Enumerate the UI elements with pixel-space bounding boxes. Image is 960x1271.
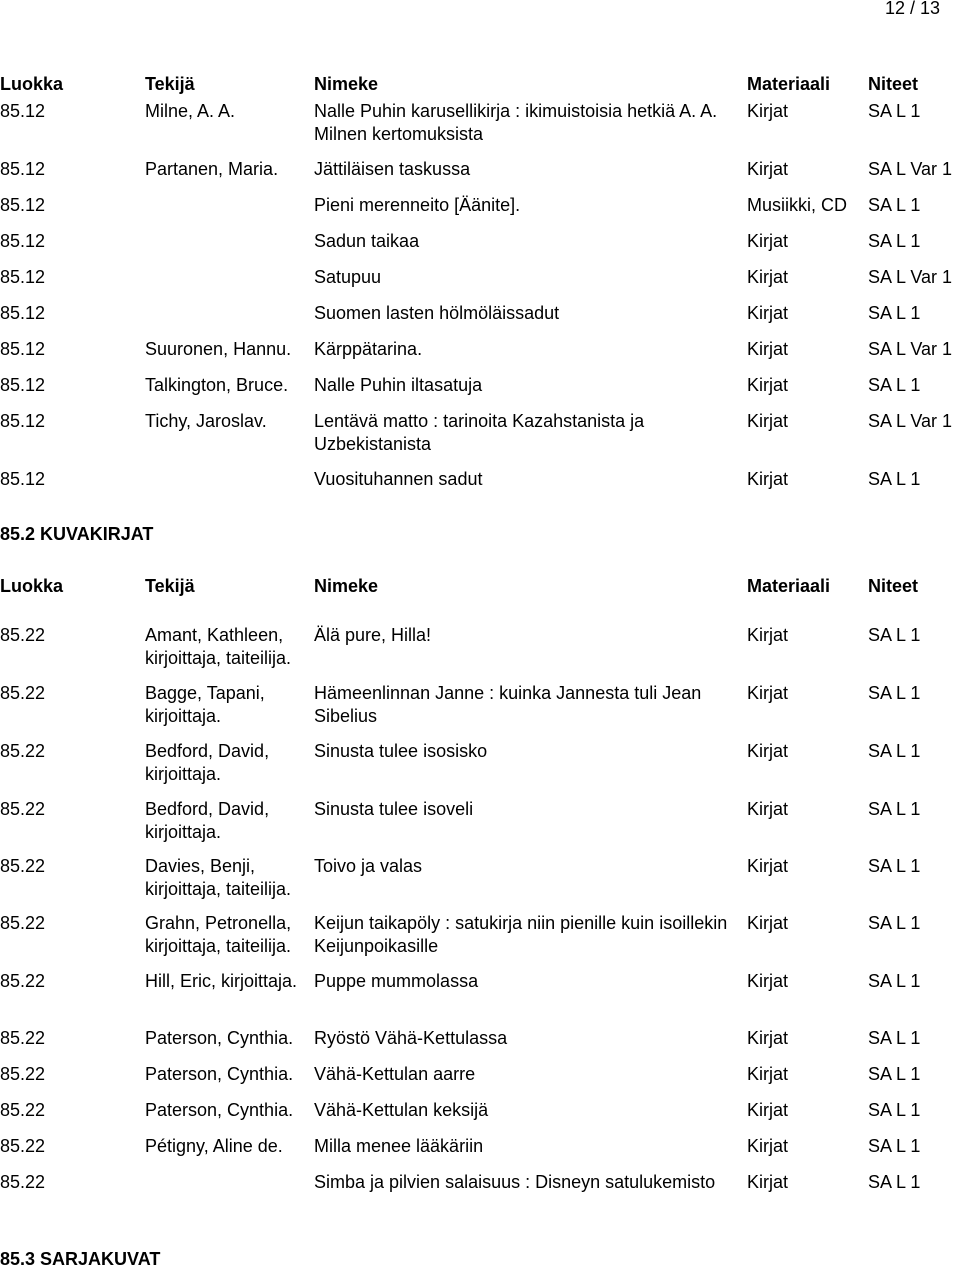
cell-luokka: 85.22 (0, 913, 46, 933)
cell-materiaali: Kirjat (747, 913, 789, 933)
col-niteet: Niteet (868, 576, 919, 596)
cell-tekija: Talkington, Bruce. (145, 375, 289, 395)
table-header (0, 72, 960, 96)
cell-materiaali: Kirjat (747, 625, 789, 645)
col-nimeke: Nimeke (314, 74, 379, 94)
table-row (0, 266, 952, 289)
cell-luokka: 85.12 (0, 375, 46, 395)
cell-nimeke: Vähä-Kettulan keksijä (314, 1100, 489, 1120)
cell-niteet: SA L Var 1 (868, 267, 953, 287)
cell-materiaali: Kirjat (747, 1064, 789, 1084)
cell-niteet: SA L 1 (868, 856, 921, 876)
cell-luokka: 85.22 (0, 856, 46, 876)
cell-materiaali: Kirjat (747, 375, 789, 395)
cell-tekija: Bedford, David, kirjoittaja. (145, 799, 270, 842)
cell-luokka: 85.12 (0, 303, 46, 323)
cell-materiaali: Kirjat (747, 799, 789, 819)
cell-niteet: SA L 1 (868, 1172, 921, 1192)
cell-materiaali: Kirjat (747, 101, 789, 121)
table-row (0, 970, 920, 993)
table-row (0, 302, 920, 325)
cell-materiaali: Kirjat (747, 1172, 789, 1192)
cell-luokka: 85.22 (0, 971, 46, 991)
cell-nimeke: Älä pure, Hilla! (314, 625, 432, 645)
cell-materiaali: Kirjat (747, 856, 789, 876)
cell-nimeke: Nalle Puhin iltasatuja (314, 375, 483, 395)
cell-niteet: SA L 1 (868, 1028, 921, 1048)
cell-luokka: 85.12 (0, 469, 46, 489)
cell-luokka: 85.12 (0, 339, 46, 359)
cell-luokka: 85.12 (0, 267, 46, 287)
cell-tekija: Pétigny, Aline de. (145, 1136, 283, 1156)
cell-materiaali: Kirjat (747, 683, 789, 703)
cell-materiaali: Kirjat (747, 741, 789, 761)
cell-tekija: Suuronen, Hannu. (145, 339, 292, 359)
cell-materiaali: Kirjat (747, 1100, 789, 1120)
cell-luokka: 85.12 (0, 195, 46, 215)
section-title-kuvakirjat: 85.2 KUVAKIRJAT (0, 524, 154, 544)
cell-luokka: 85.22 (0, 741, 46, 761)
cell-niteet: SA L Var 1 (868, 159, 953, 179)
cell-tekija: Paterson, Cynthia. (145, 1028, 294, 1048)
cell-luokka: 85.22 (0, 799, 46, 819)
cell-luokka: 85.22 (0, 625, 46, 645)
table-row (0, 1099, 920, 1122)
cell-nimeke: Toivo ja valas (314, 856, 423, 876)
cell-niteet: SA L 1 (868, 303, 921, 323)
table-row (0, 338, 952, 361)
table-header (0, 574, 960, 598)
cell-materiaali: Kirjat (747, 1136, 789, 1156)
section-title-sarjakuvat: 85.3 SARJAKUVAT (0, 1249, 161, 1269)
cell-nimeke: Milla menee lääkäriin (314, 1136, 484, 1156)
cell-niteet: SA L 1 (868, 683, 921, 703)
cell-materiaali: Kirjat (747, 411, 789, 431)
cell-nimeke: Sadun taikaa (314, 231, 420, 251)
cell-nimeke: Hämeenlinnan Janne : kuinka Jannesta tuli Jean Sibelius (314, 683, 702, 726)
cell-tekija: Grahn, Petronella, kirjoittaja, taiteilija. (145, 913, 292, 956)
cell-tekija (145, 230, 314, 253)
table-row (0, 158, 952, 181)
cell-nimeke: Satupuu (314, 267, 382, 287)
cell-luokka: 85.22 (0, 1100, 46, 1120)
cell-niteet: SA L 1 (868, 195, 921, 215)
cell-tekija: Milne, A. A. (145, 101, 236, 121)
cell-niteet: SA L 1 (868, 469, 921, 489)
col-materiaali: Materiaali (747, 74, 831, 94)
table-row (0, 194, 920, 217)
cell-materiaali: Kirjat (747, 339, 789, 359)
cell-niteet: SA L Var 1 (868, 411, 953, 431)
cell-niteet: SA L Var 1 (868, 339, 953, 359)
cell-tekija: Davies, Benji, kirjoittaja, taiteilija. (145, 856, 292, 899)
cell-luokka: 85.12 (0, 101, 46, 121)
table-row (0, 100, 920, 146)
table-row (0, 410, 952, 456)
table-row (0, 230, 920, 253)
cell-nimeke: Vähä-Kettulan aarre (314, 1064, 476, 1084)
table-row (0, 1171, 920, 1194)
cell-tekija (145, 468, 314, 491)
cell-niteet: SA L 1 (868, 913, 921, 933)
cell-luokka: 85.12 (0, 231, 46, 251)
cell-tekija: Paterson, Cynthia. (145, 1100, 294, 1120)
cell-luokka: 85.22 (0, 1064, 46, 1084)
table-row (0, 468, 920, 491)
cell-tekija: Hill, Eric, kirjoittaja. (145, 971, 298, 991)
cell-luokka: 85.22 (0, 1028, 46, 1048)
cell-nimeke: Ryöstö Vähä-Kettulassa (314, 1028, 508, 1048)
cell-nimeke: Nalle Puhin karusellikirja : ikimuistoisia hetkiä A. A. Milnen kertomuksista (314, 101, 718, 144)
cell-niteet: SA L 1 (868, 625, 921, 645)
table-row (0, 682, 920, 728)
cell-niteet: SA L 1 (868, 1064, 921, 1084)
table-row (0, 1063, 920, 1086)
cell-niteet: SA L 1 (868, 1100, 921, 1120)
cell-tekija: Bagge, Tapani, kirjoittaja. (145, 683, 265, 726)
cell-niteet: SA L 1 (868, 741, 921, 761)
table-row (0, 1135, 920, 1158)
table-row (0, 624, 920, 670)
page-number: 12 / 13 (884, 0, 940, 18)
cell-nimeke: Suomen lasten hölmöläissadut (314, 303, 560, 323)
table-row (0, 855, 920, 901)
cell-tekija: Tichy, Jaroslav. (145, 411, 267, 431)
cell-niteet: SA L 1 (868, 799, 921, 819)
col-niteet: Niteet (868, 74, 919, 94)
cell-nimeke: Pieni merenneito [Äänite]. (314, 195, 521, 215)
cell-nimeke: Puppe mummolassa (314, 971, 479, 991)
cell-nimeke: Vuosituhannen sadut (314, 469, 483, 489)
cell-nimeke: Keijun taikapöly : satukirja niin pienille kuin isoillekin Keijunpoikasille (314, 913, 728, 956)
cell-niteet: SA L 1 (868, 1136, 921, 1156)
table-row (0, 374, 920, 397)
cell-luokka: 85.22 (0, 1136, 46, 1156)
cell-materiaali: Kirjat (747, 231, 789, 251)
cell-luokka: 85.12 (0, 411, 46, 431)
cell-tekija (145, 266, 314, 289)
col-tekija: Tekijä (145, 74, 195, 94)
cell-tekija (145, 1171, 314, 1194)
cell-materiaali: Musiikki, CD (747, 195, 848, 215)
cell-niteet: SA L 1 (868, 101, 921, 121)
cell-nimeke: Simba ja pilvien salaisuus : Disneyn satulukemisto (314, 1172, 716, 1192)
section-85-12 (0, 72, 960, 489)
cell-luokka: 85.22 (0, 1172, 46, 1192)
table-row (0, 798, 920, 844)
table-row (0, 1027, 920, 1050)
cell-nimeke: Jättiläisen taskussa (314, 159, 471, 179)
cell-nimeke: Sinusta tulee isoveli (314, 799, 474, 819)
cell-materiaali: Kirjat (747, 469, 789, 489)
section-85-2 (0, 574, 960, 1192)
cell-tekija: Paterson, Cynthia. (145, 1064, 294, 1084)
cell-materiaali: Kirjat (747, 303, 789, 323)
cell-tekija (145, 302, 314, 325)
table-row (0, 912, 920, 958)
cell-niteet: SA L 1 (868, 231, 921, 251)
col-materiaali: Materiaali (747, 576, 831, 596)
cell-materiaali: Kirjat (747, 971, 789, 991)
col-luokka: Luokka (0, 576, 64, 596)
col-nimeke: Nimeke (314, 576, 379, 596)
cell-luokka: 85.12 (0, 159, 46, 179)
cell-nimeke: Sinusta tulee isosisko (314, 741, 488, 761)
col-tekija: Tekijä (145, 576, 195, 596)
cell-tekija: Bedford, David, kirjoittaja. (145, 741, 270, 784)
col-luokka: Luokka (0, 74, 64, 94)
cell-niteet: SA L 1 (868, 375, 921, 395)
cell-luokka: 85.22 (0, 683, 46, 703)
cell-tekija: Partanen, Maria. (145, 159, 279, 179)
cell-niteet: SA L 1 (868, 971, 921, 991)
cell-nimeke: Lentävä matto : tarinoita Kazahstanista ja Uzbekistanista (314, 411, 645, 454)
cell-materiaali: Kirjat (747, 159, 789, 179)
cell-materiaali: Kirjat (747, 1028, 789, 1048)
cell-tekija (145, 194, 314, 217)
cell-tekija: Amant, Kathleen, kirjoittaja, taiteilija. (145, 625, 292, 668)
cell-nimeke: Kärppätarina. (314, 339, 423, 359)
table-row (0, 740, 920, 786)
cell-materiaali: Kirjat (747, 267, 789, 287)
